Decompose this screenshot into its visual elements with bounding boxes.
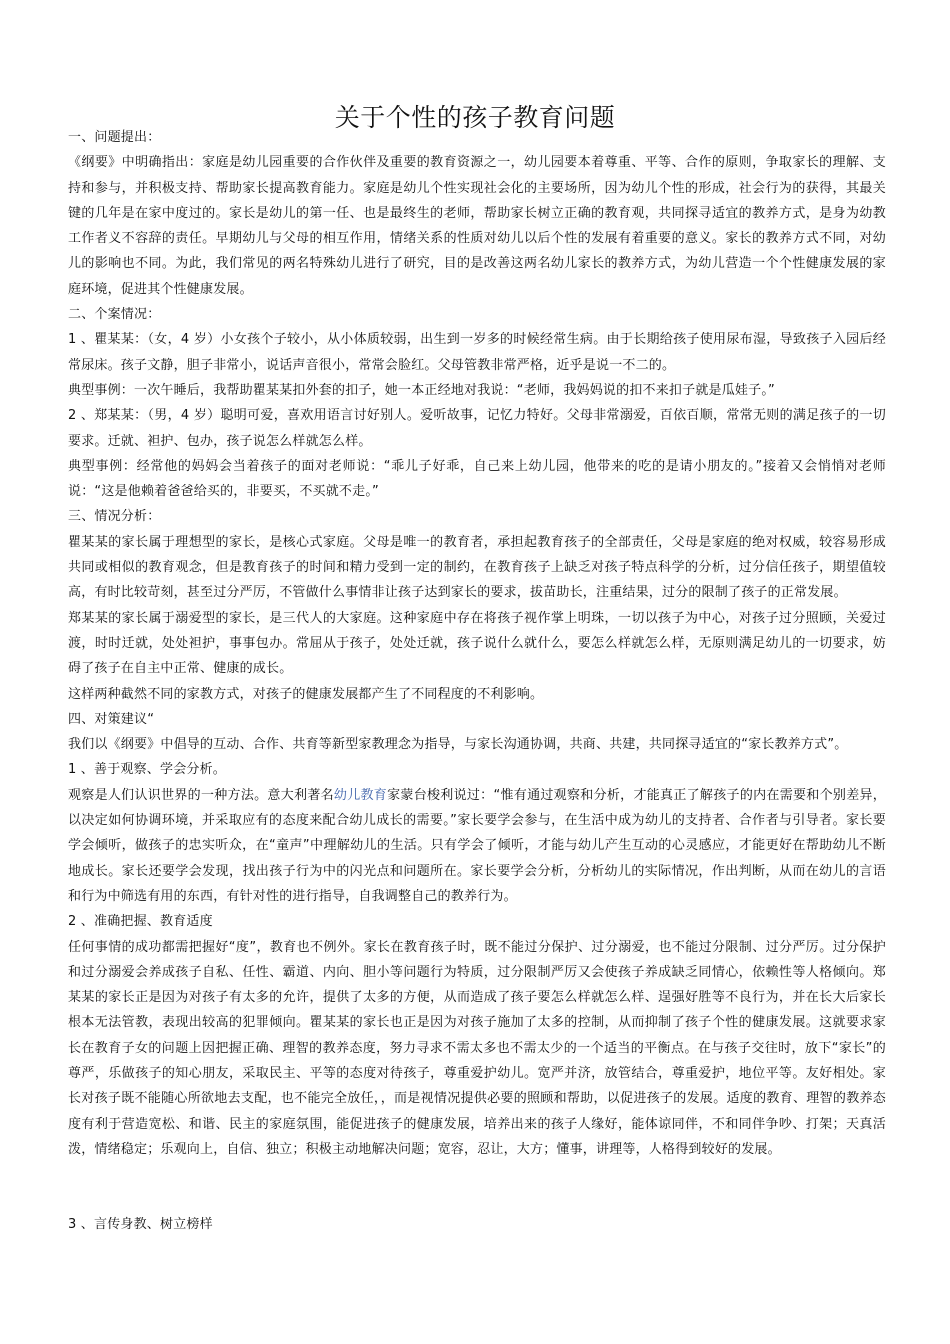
section-heading-problem: 一、问题提出：: [68, 130, 161, 145]
paragraph-case-1-example: 典型事例：一次午睡后，我帮助瞿某某扣外套的扣子，她一本正经地对我说：“老师，我妈妈说的扣不来扣子就是瓜娃子。”: [68, 382, 775, 398]
paragraph-suggestions-intro: 我们以《纲要》中倡导的互动、合作、共育等新型家教理念为指导，与家长沟通协调，共商、共建，共同探寻适宜的“家长教养方式”。: [68, 737, 848, 753]
paragraph-moderate-education: 任何事情的成功都需把握好“度”，教育也不例外。家长在教育孩子时，既不能过分保护、过分溺爱，也不能过分限制、过分严厉。过分保护和过分溺爱会养成孩子自私、任性、霸道、内向、胆小等问题行为特质，过分限制严厉又会使孩子养成缺乏同情心，依赖性等人格倾向。郑某某的家长正是因为对孩子有太多的允许，提供了太多的方便，从而造成了孩子要怎么样就怎么样、逞强好胜等不良行为，并在长大后家长根本无法管教，表现出较高的犯罪倾向。瞿某某的家长也正是因为对孩子施加了太多的控制，从而抑制了孩子个性的健康发展。这就要求家长在教育子女的问题上因把握正确、理智的教养态度，努力寻求不需太多也不需太少的一个适当的平衡点。在与孩子交往时，放下“家长”的尊严，乐做孩子的知心朋友，采取民主、平等的态度对待孩子，尊重爱护幼儿。宽严并济，放管结合，尊重爱护，地位平等。友好相处。家长对孩子既不能随心所欲地去支配，也不能完全放任，，而是视情况提供必要的照顾和帮助，以促进孩子的发展。适度的教育、理智的教养态度有利于营造宽松、和谐、民主的家庭氛围，能促进孩子的健康发展，培养出来的孩子人缘好，能体谅同伴，不和同伴争吵、打架；天真活泼，情绪稳定；乐观向上，自信、独立；积极主动地解决问题；宽容，忍让，大方；懂事，讲理等，人格得到较好的发展。: [68, 939, 886, 1157]
text-after-link: 家蒙台梭利说过：“惟有通过观察和分析，才能真正了解孩子的内在需要和个别差异，以决定如何协调环境，并采取应有的态度来配合幼儿成长的需要。”家长要学会参与，在生活中成为幼儿的支持者、合作者与引导者。家长要学会倾听，做孩子的忠实听众，在“童声”中理解幼儿的生活。只有学会了倾听，才能与幼儿产生互动的心灵感应，才能更好在帮助幼儿不断地成长。家长还要学会发现，找出孩子行为中的闪光点和问题所在。家长要学会分析，分析幼儿的实际情况，作出判断，从而在幼儿的言语和行为中筛选有用的东西，有针对性的进行指导，自我调整自己的教养行为。: [68, 787, 886, 904]
paragraph-case-2-example: 典型事例：经常他的妈妈会当着孩子的面对老师说：“乖儿子好乖，自己来上幼儿园，他带来的吃的是请小朋友的。”接着又会悄悄对老师说：“这是他赖着爸爸给买的，非要买，不买就不走。”: [68, 458, 886, 500]
paragraph-analysis-2: 郑某某的家长属于溺爱型的家长，是三代人的大家庭。这种家庭中存在将孩子视作掌上明珠，一切以孩子为中心，对孩子过分照顾，关爱过渡，时时迁就，处处袒护，事事包办。常屈从于孩子，处处迁就，孩子说什么就什么，要怎么样就怎么样，无原则满足幼儿的一切要求，妨碍了孩子在自主中正常、健康的成长。: [68, 610, 886, 677]
document-body: [68, 125, 886, 1237]
subheading-moderate-education: 2 、准确把握、教育适度: [68, 914, 213, 930]
paragraph-analysis-3: 这样两种截然不同的家教方式，对孩子的健康发展都产生了不同程度的不利影响。: [68, 686, 544, 702]
paragraph-observe-analyze: [68, 783, 886, 909]
paragraph-problem-statement: 《纲要》中明确指出：家庭是幼儿园重要的合作伙伴及重要的教育资源之一，幼儿园要本着尊重、平等、合作的原则，争取家长的理解、支持和参与，并积极支持、帮助家长提高教育能力。家庭是幼儿个性实现社会化的主要场所，因为幼儿个性的形成，社会行为的获得，其最关键的几年是在家中度过的。家长是幼儿的第一任、也是最终生的老师，帮助家长树立正确的教育观，共同探寻适宜的教养方式，是身为幼教工作者义不容辞的责任。早期幼儿与父母的相互作用，情绪关系的性质对幼儿以后个性的发展有着重要的意义。家长的教养方式不同，对幼儿的影响也不同。为此，我们常见的两名特殊幼儿进行了研究，目的是改善这两名幼儿家长的教养方式，为幼儿营造一个个性健康发展的家庭环境，促进其个性健康发展。: [68, 155, 886, 297]
section-heading-analysis: 三、情况分析：: [68, 509, 161, 525]
paragraph-case-2: 2 、郑某某：（男，4 岁）聪明可爱，喜欢用语言讨好别人。爱听故事，记忆力特好。父母非常溺爱，百依百顺，常常无则的满足孩子的一切要求。迁就、袒护、包办，孩子说怎么样就怎么样。: [68, 408, 886, 449]
paragraph-analysis-1: 瞿某某的家长属于理想型的家长，是核心式家庭。父母是唯一的教育者，承担起教育孩子的全部责任，父母是家庭的绝对权威，较容易形成共同或相似的教育观念，但是教育孩子的时间和精力受到一定的制约，在教育孩子上缺乏对孩子特点科学的分析，过分信任孩子，期望值较高，有时比较苛刻，甚至过分严厉，不管做什么事情非让孩子达到家长的要求，拔苗助长，注重结果，过分的限制了孩子的正常发展。: [68, 534, 886, 601]
paragraph-case-1: 1 、瞿某某：（女，4 岁）小女孩个子较小，从小体质较弱，出生到一岁多的时候经常生病。由于长期给孩子使用尿布湿，导致孩子入园后经常尿床。孩子文静，胆子非常小，说话声音很小，常常会脸红。父母管教非常严格，近乎是说一不二的。: [68, 332, 886, 373]
section-heading-cases: 二、个案情况：: [68, 307, 161, 323]
section-heading-suggestions: 四、对策建议“: [68, 711, 155, 727]
document-title: 关于个性的孩子教育问题: [334, 102, 616, 132]
subheading-observe-analyze: 1 、善于观察、学会分析。: [68, 762, 227, 778]
text-before-link: 观察是人们认识世界的一种方法。意大利著名: [68, 787, 334, 803]
blank-space: [68, 1162, 886, 1212]
link-early-childhood-education[interactable]: 幼儿教育: [333, 787, 388, 803]
subheading-lead-by-example: 3 、言传身教、树立榜样: [68, 1217, 213, 1233]
